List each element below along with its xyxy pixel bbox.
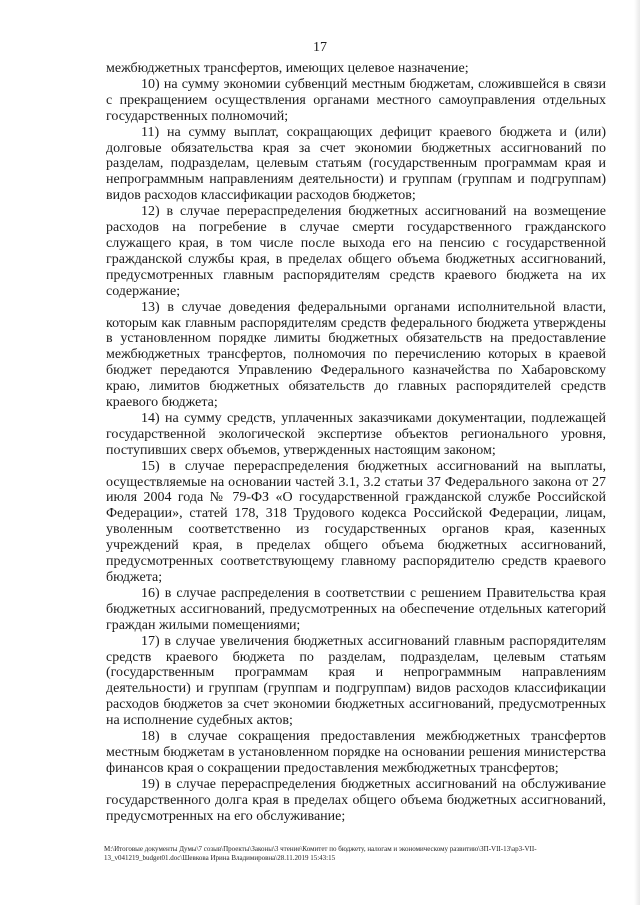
paragraph: 12) в случае перераспределения бюджетных ассигнований на возмещение расходов на погребение в случае смерти государственного гражданского служащего края, в том числе после выхода его на пенсию с государственной гражданской службы края, в пределах общего объема бюджетных ассигнований, предусмотренных главным распорядителям средств краевого бюджета на их содержание;	[106, 204, 606, 299]
scan-edge-shadow	[634, 0, 640, 905]
paragraph: 16) в случае распределения в соответствии с решением Правительства края бюджетных ассигнований, предусмотренных на обеспечение отдельных категорий граждан жилыми помещениями;	[106, 585, 606, 633]
paragraph: 13) в случае доведения федеральными органами исполнительной власти, которым как главным распорядителям средств федерального бюджета утверждены в установленном порядке лимиты бюджетных обязательств на предоставление межбюджетных трансфертов, полномочия по перечислению которых в краевой бюджет передаются Управлению Федерального казначейства по Хабаровскому краю, лимитов бюджетных обязательств до главных распорядителей средств краевого бюджета;	[106, 299, 606, 411]
paragraph: межбюджетных трансфертов, имеющих целевое назначение;	[106, 61, 469, 76]
paragraph: 11) на сумму выплат, сокращающих дефицит краевого бюджета и (или) долговые обязательства края за счет экономии бюджетных ассигнований по разделам, подразделам, целевым статьям (государственным программам края и непрограммным направлениям деятельности) и группам (группам и подгруппам) видов расходов классификации расходов бюджетов;	[106, 124, 606, 204]
paragraph: 15) в случае перераспределения бюджетных ассигнований на выплаты, осуществляемые на основании частей 3.1, 3.2 статьи 37 Федерального закона от 27 июля 2004 года № 79-ФЗ «О государственной гражданской службе Российской Федерации», статей 178, 318 Трудового кодекса Российской Федерации, лицам, уволенным соответственно из государственных органов края, казенных учреждений края, в пределах общего объема бюджетных ассигнований, предусмотренных соответствующему главному распорядителю средств краевого бюджета;	[106, 458, 606, 585]
document-body	[106, 61, 606, 825]
paragraph: 17) в случае увеличения бюджетных ассигнований главным распорядителям средств краевого бюджета по разделам, подразделам, целевым статьям (государственным программам края и непрограммным направлениям деятельности) и группам (группам и подгруппам) видов расходов классификации расходов бюджетов за счет экономии бюджетных ассигнований, предусмотренных на исполнение судебных актов;	[106, 633, 606, 729]
page-number: 17	[313, 40, 327, 55]
paragraph: 14) на сумму средств, уплаченных заказчиками документации, подлежащей государственной экологической экспертизе объектов регионального уровня, поступивших сверх объемов, утвержденных настоящим законом;	[106, 410, 606, 458]
file-path-footer: М:\Итоговые документы Думы\7 созыв\Проекты\Законы\3 чтение\Комитет по бюджету, налогам и экономическому развитию\ЗП-VII-13\ар3-VII-13_v041219_budget01.doc\Шевкова Ирина Владимировна\28.11.2019 15:43:15	[104, 845, 537, 862]
paragraph: 10) на сумму экономии субвенций местным бюджетам, сложившейся в связи с прекращением осуществления органами местного самоуправления отдельных государственных полномочий;	[106, 76, 606, 124]
paragraph: 18) в случае сокращения предоставления межбюджетных трансфертов местным бюджетам в установленном порядке на основании решения министерства финансов края о сокращении предоставления межбюджетных трансфертов;	[106, 729, 606, 776]
paragraph: 19) в случае перераспределения бюджетных ассигнований на обслуживание государственного долга края в пределах общего объема бюджетных ассигнований, предусмотренных на его обслуживание;	[106, 776, 606, 824]
